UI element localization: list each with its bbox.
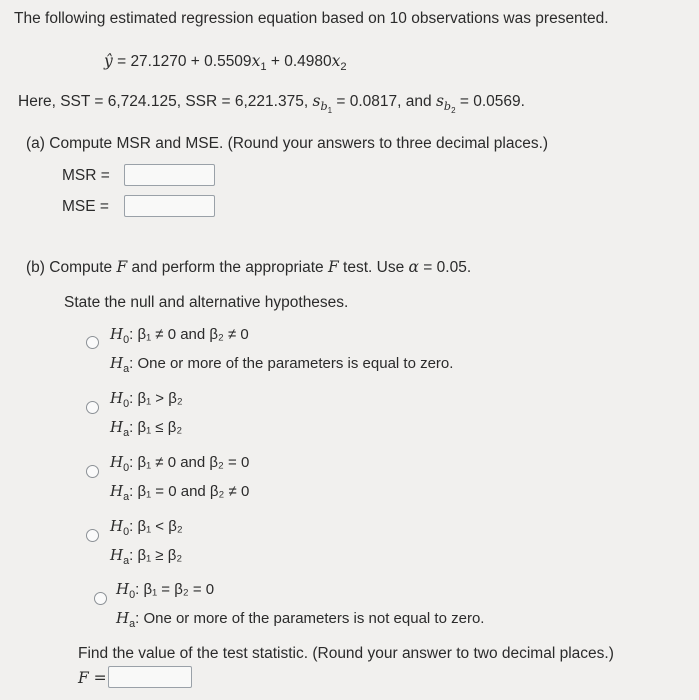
mse-input[interactable] bbox=[124, 195, 215, 217]
find-test-statistic: Find the value of the test statistic. (Round your answer to two decimal places.) bbox=[78, 645, 614, 662]
hypothesis-option-4-radio[interactable] bbox=[86, 529, 99, 542]
hypothesis-option-5: $H_0$: β₁ = β₂ = 0 $H_a$: One or more of the parameters is not equal to zero. bbox=[116, 580, 485, 630]
msr-input[interactable] bbox=[124, 164, 215, 186]
hypothesis-option-1-radio[interactable] bbox=[86, 336, 99, 349]
part-a-question: (a) Compute MSR and MSE. (Round your answers to three decimal places.) bbox=[26, 135, 549, 152]
intro-text: The following estimated regression equation based on 10 observations was presented. bbox=[14, 10, 609, 27]
f-statistic-input[interactable] bbox=[108, 666, 192, 688]
f-label: F = bbox=[78, 669, 107, 687]
hypothesis-option-2: $H_0$: β₁ > β₂ $H_a$: β₁ ≤ β₂ bbox=[110, 389, 183, 439]
mse-label: MSE = bbox=[62, 198, 109, 215]
part-b-question: (b) Compute F and perform the appropriate F test. Use α = 0.05. bbox=[26, 258, 472, 276]
hypothesis-option-4: $H_0$: β₁ < β₂ $H_a$: β₁ ≥ β₂ bbox=[110, 517, 183, 567]
given-values: Here, SST = 6,724.125, SSR = 6,221.375, $s_{b_1} = 0.0817$, and $s_{b_2} = 0.0569$. bbox=[18, 92, 525, 115]
msr-label: MSR = bbox=[62, 167, 110, 184]
hypothesis-option-5-radio[interactable] bbox=[94, 592, 107, 605]
hypothesis-option-2-radio[interactable] bbox=[86, 401, 99, 414]
regression-equation: ŷ = $27.1270 + 0.5509x_1 + 0.4980x_2$ bbox=[104, 52, 347, 73]
hypothesis-option-3-radio[interactable] bbox=[86, 465, 99, 478]
hypothesis-option-1: $H_0$: β₁ ≠ 0 and β₂ ≠ 0 $H_a$: One or more of the parameters is equal to zero. bbox=[110, 325, 454, 375]
hypothesis-option-3: $H_0$: β₁ ≠ 0 and β₂ = 0 $H_a$: β₁ = 0 and β₂ ≠ 0 bbox=[110, 453, 250, 503]
state-hypotheses: State the null and alternative hypotheses. bbox=[64, 294, 349, 311]
